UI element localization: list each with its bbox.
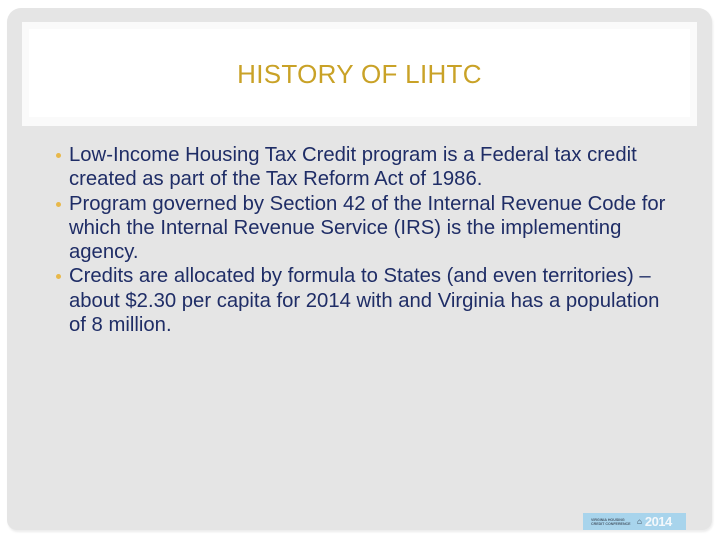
logo-line-2: CREDIT CONFERENCE — [591, 521, 631, 526]
bullet-dot-icon — [56, 202, 61, 207]
bullet-text: Low-Income Housing Tax Credit program is a Federal tax credit created as part of the Tax Reform Act of 1986. — [69, 144, 637, 191]
bullet-item — [46, 143, 666, 192]
slide-title: HISTORY OF LIHTC — [237, 58, 482, 89]
title-box — [22, 22, 697, 126]
conference-logo — [583, 513, 686, 530]
logo-year: 2014 — [644, 514, 672, 529]
bullet-text: Program governed by Section 42 of the Internal Revenue Code for which the Internal Revenue Service (IRS) is the implementing agency. — [69, 192, 666, 264]
logo-text — [591, 518, 635, 526]
bullet-dot-icon — [56, 153, 61, 158]
bullet-dot-icon — [56, 274, 61, 279]
bullet-list — [46, 143, 666, 337]
logo-line-1: VIRGINIA HOUSING — [591, 517, 625, 522]
bullet-item — [46, 192, 666, 265]
house-icon: ⌂ — [637, 517, 642, 526]
title-inner — [29, 29, 690, 117]
bullet-item — [46, 264, 666, 337]
bullet-text: Credits are allocated by formula to States (and even territories) – about $2.30 per capita for 2014 with and Virginia has a population of 8 million. — [69, 265, 660, 337]
